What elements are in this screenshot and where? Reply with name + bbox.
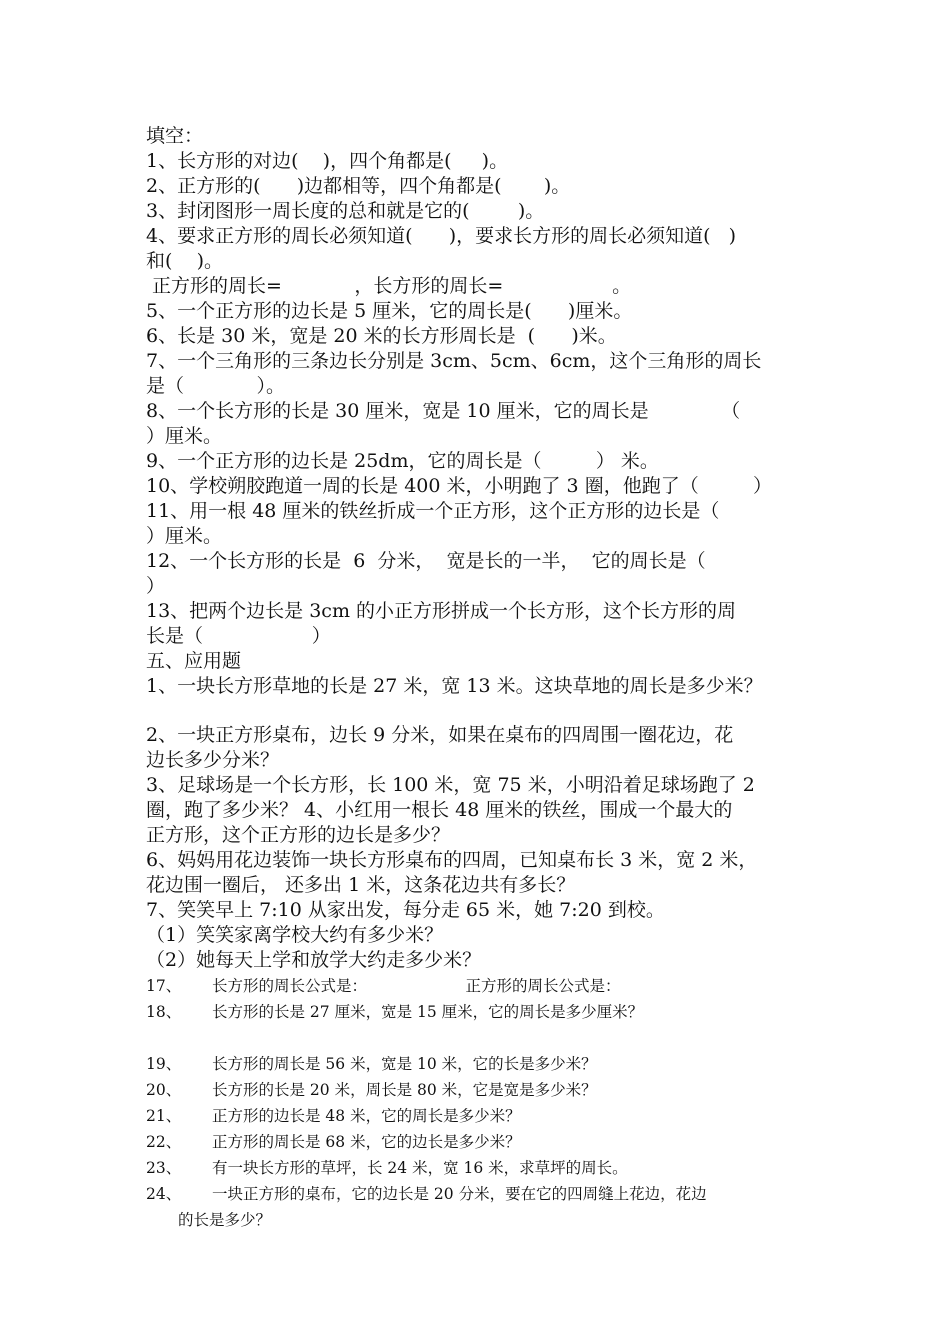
question-number: 23、 <box>146 1159 182 1177</box>
question-number: 20、 <box>146 1081 182 1099</box>
question-continuation: 的长是多少？ <box>178 1211 272 1229</box>
numbered-question <box>146 1103 826 1129</box>
question-line: 11、用一根 48 厘米的铁丝折成一个正方形，这个正方形的边长是（ <box>146 500 720 522</box>
question-line: （1）笑笑家离学校大约有多少米？ <box>146 924 444 946</box>
question-line: ）厘米。 <box>146 425 223 447</box>
question-line: 1、一块长方形草地的长是 27 米，宽 13 米。这块草地的周长是多少米？ <box>146 675 763 697</box>
question-line: 是（ ）。 <box>146 375 285 397</box>
question-line: 13、把两个边长是 3cm 的小正方形拼成一个长方形，这个长方形的周 <box>146 600 737 622</box>
question-line: 正方形，这个正方形的边长是多少？ <box>146 824 451 846</box>
question-line: 6、长是 30 米，宽是 20 米的长方形周长是 ( )米。 <box>146 325 617 347</box>
question-line: ） <box>146 575 166 597</box>
question-line: 2、正方形的( )边都相等，四个角都是( )。 <box>146 175 571 197</box>
question-text: 长方形的周长是 56 米，宽是 10 米，它的长是多少米？ <box>212 1055 597 1073</box>
question-line: 8、一个长方形的长是 30 厘米，宽是 10 厘米，它的周长是 （ <box>146 400 741 422</box>
numbered-question <box>146 1129 826 1155</box>
question-line: （2）她每天上学和放学大约走多少米？ <box>146 949 482 971</box>
question-line: 1、长方形的对边( )，四个角都是( )。 <box>146 150 509 172</box>
question-line: 2、一块正方形桌布，边长 9 分米，如果在桌布的四周围一圈花边，花 <box>146 724 734 746</box>
fill-blanks-list <box>146 149 826 649</box>
question-line: 3、封闭图形一周长度的总和就是它的( )。 <box>146 200 545 222</box>
question-text: 一块正方形的桌布，它的边长是 20 分米，要在它的四周缝上花边，花边 <box>212 1185 707 1203</box>
question-text: 有一块长方形的草坪，长 24 米，宽 16 米，求草坪的周长。 <box>212 1159 628 1177</box>
question-line: 圈，跑了多少米？ 4、小红用一根长 48 厘米的铁丝，围成一个最大的 <box>146 799 733 821</box>
question-number: 18、 <box>146 1003 182 1021</box>
question-text: 长方形的长是 20 米，周长是 80 米，它是宽是多少米？ <box>212 1081 597 1099</box>
numbered-questions <box>146 973 826 1233</box>
question-line: 6、妈妈用花边装饰一块长方形桌布的四周，已知桌布长 3 米，宽 2 米， <box>146 849 758 871</box>
question-line: 正方形的周长= ，长方形的周长= 。 <box>146 275 632 297</box>
question-line: 4、要求正方形的周长必须知道( )，要求长方形的周长必须知道( ) <box>146 225 737 247</box>
question-number: 24、 <box>146 1185 182 1203</box>
question-line: 7、笑笑早上 7:10 从家出发，每分走 65 米，她 7:20 到校。 <box>146 899 665 921</box>
numbered-question <box>146 1181 826 1207</box>
question-line: 和( )。 <box>146 250 223 272</box>
worksheet-content <box>146 124 826 1233</box>
question-line: 长是（ ） <box>146 625 331 647</box>
question-text: 长方形的长是 27 厘米，宽是 15 厘米，它的周长是多少厘米？ <box>212 1003 644 1021</box>
numbered-question <box>146 1155 826 1181</box>
question-text: 正方形的边长是 48 米，它的周长是多少米？ <box>212 1107 521 1125</box>
blank-line <box>146 699 826 723</box>
question-line: 边长多少分米？ <box>146 749 280 771</box>
question-number: 17、 <box>146 977 182 995</box>
question-line: 9、一个正方形的边长是 25dm，它的周长是（ ） 米。 <box>146 450 659 472</box>
numbered-question <box>146 1077 826 1103</box>
question-line: 10、学校朔胶跑道一周的长是 400 米，小明跑了 3 圈，他跑了（ ） <box>146 475 773 497</box>
question-number: 21、 <box>146 1107 182 1125</box>
fill-blanks-heading: 填空： <box>146 125 204 147</box>
question-line: 7、一个三角形的三条边长分别是 3cm、5cm、6cm，这个三角形的周长 <box>146 350 762 372</box>
question-number: 19、 <box>146 1055 182 1073</box>
question-number: 22、 <box>146 1133 182 1151</box>
question-text: 长方形的周长公式是： 正方形的周长公式是： <box>212 977 621 995</box>
question-line: 3、足球场是一个长方形，长 100 米，宽 75 米，小明沿着足球场跑了 2 <box>146 774 755 796</box>
question-text: 正方形的周长是 68 米，它的边长是多少米？ <box>212 1133 521 1151</box>
applications-heading: 五、应用题 <box>146 650 242 672</box>
question-line: 5、一个正方形的边长是 5 厘米，它的周长是( )厘米。 <box>146 300 633 322</box>
numbered-question <box>146 999 826 1025</box>
numbered-question <box>146 1051 826 1077</box>
question-line: ）厘米。 <box>146 525 223 547</box>
question-line: 12、一个长方形的长是 6 分米， 宽是长的一半， 它的周长是（ <box>146 550 706 572</box>
blank-line <box>146 1025 826 1051</box>
applications-list <box>146 674 826 973</box>
numbered-question <box>146 973 826 999</box>
question-line: 花边围一圈后， 还多出 1 米，这条花边共有多长？ <box>146 874 576 896</box>
